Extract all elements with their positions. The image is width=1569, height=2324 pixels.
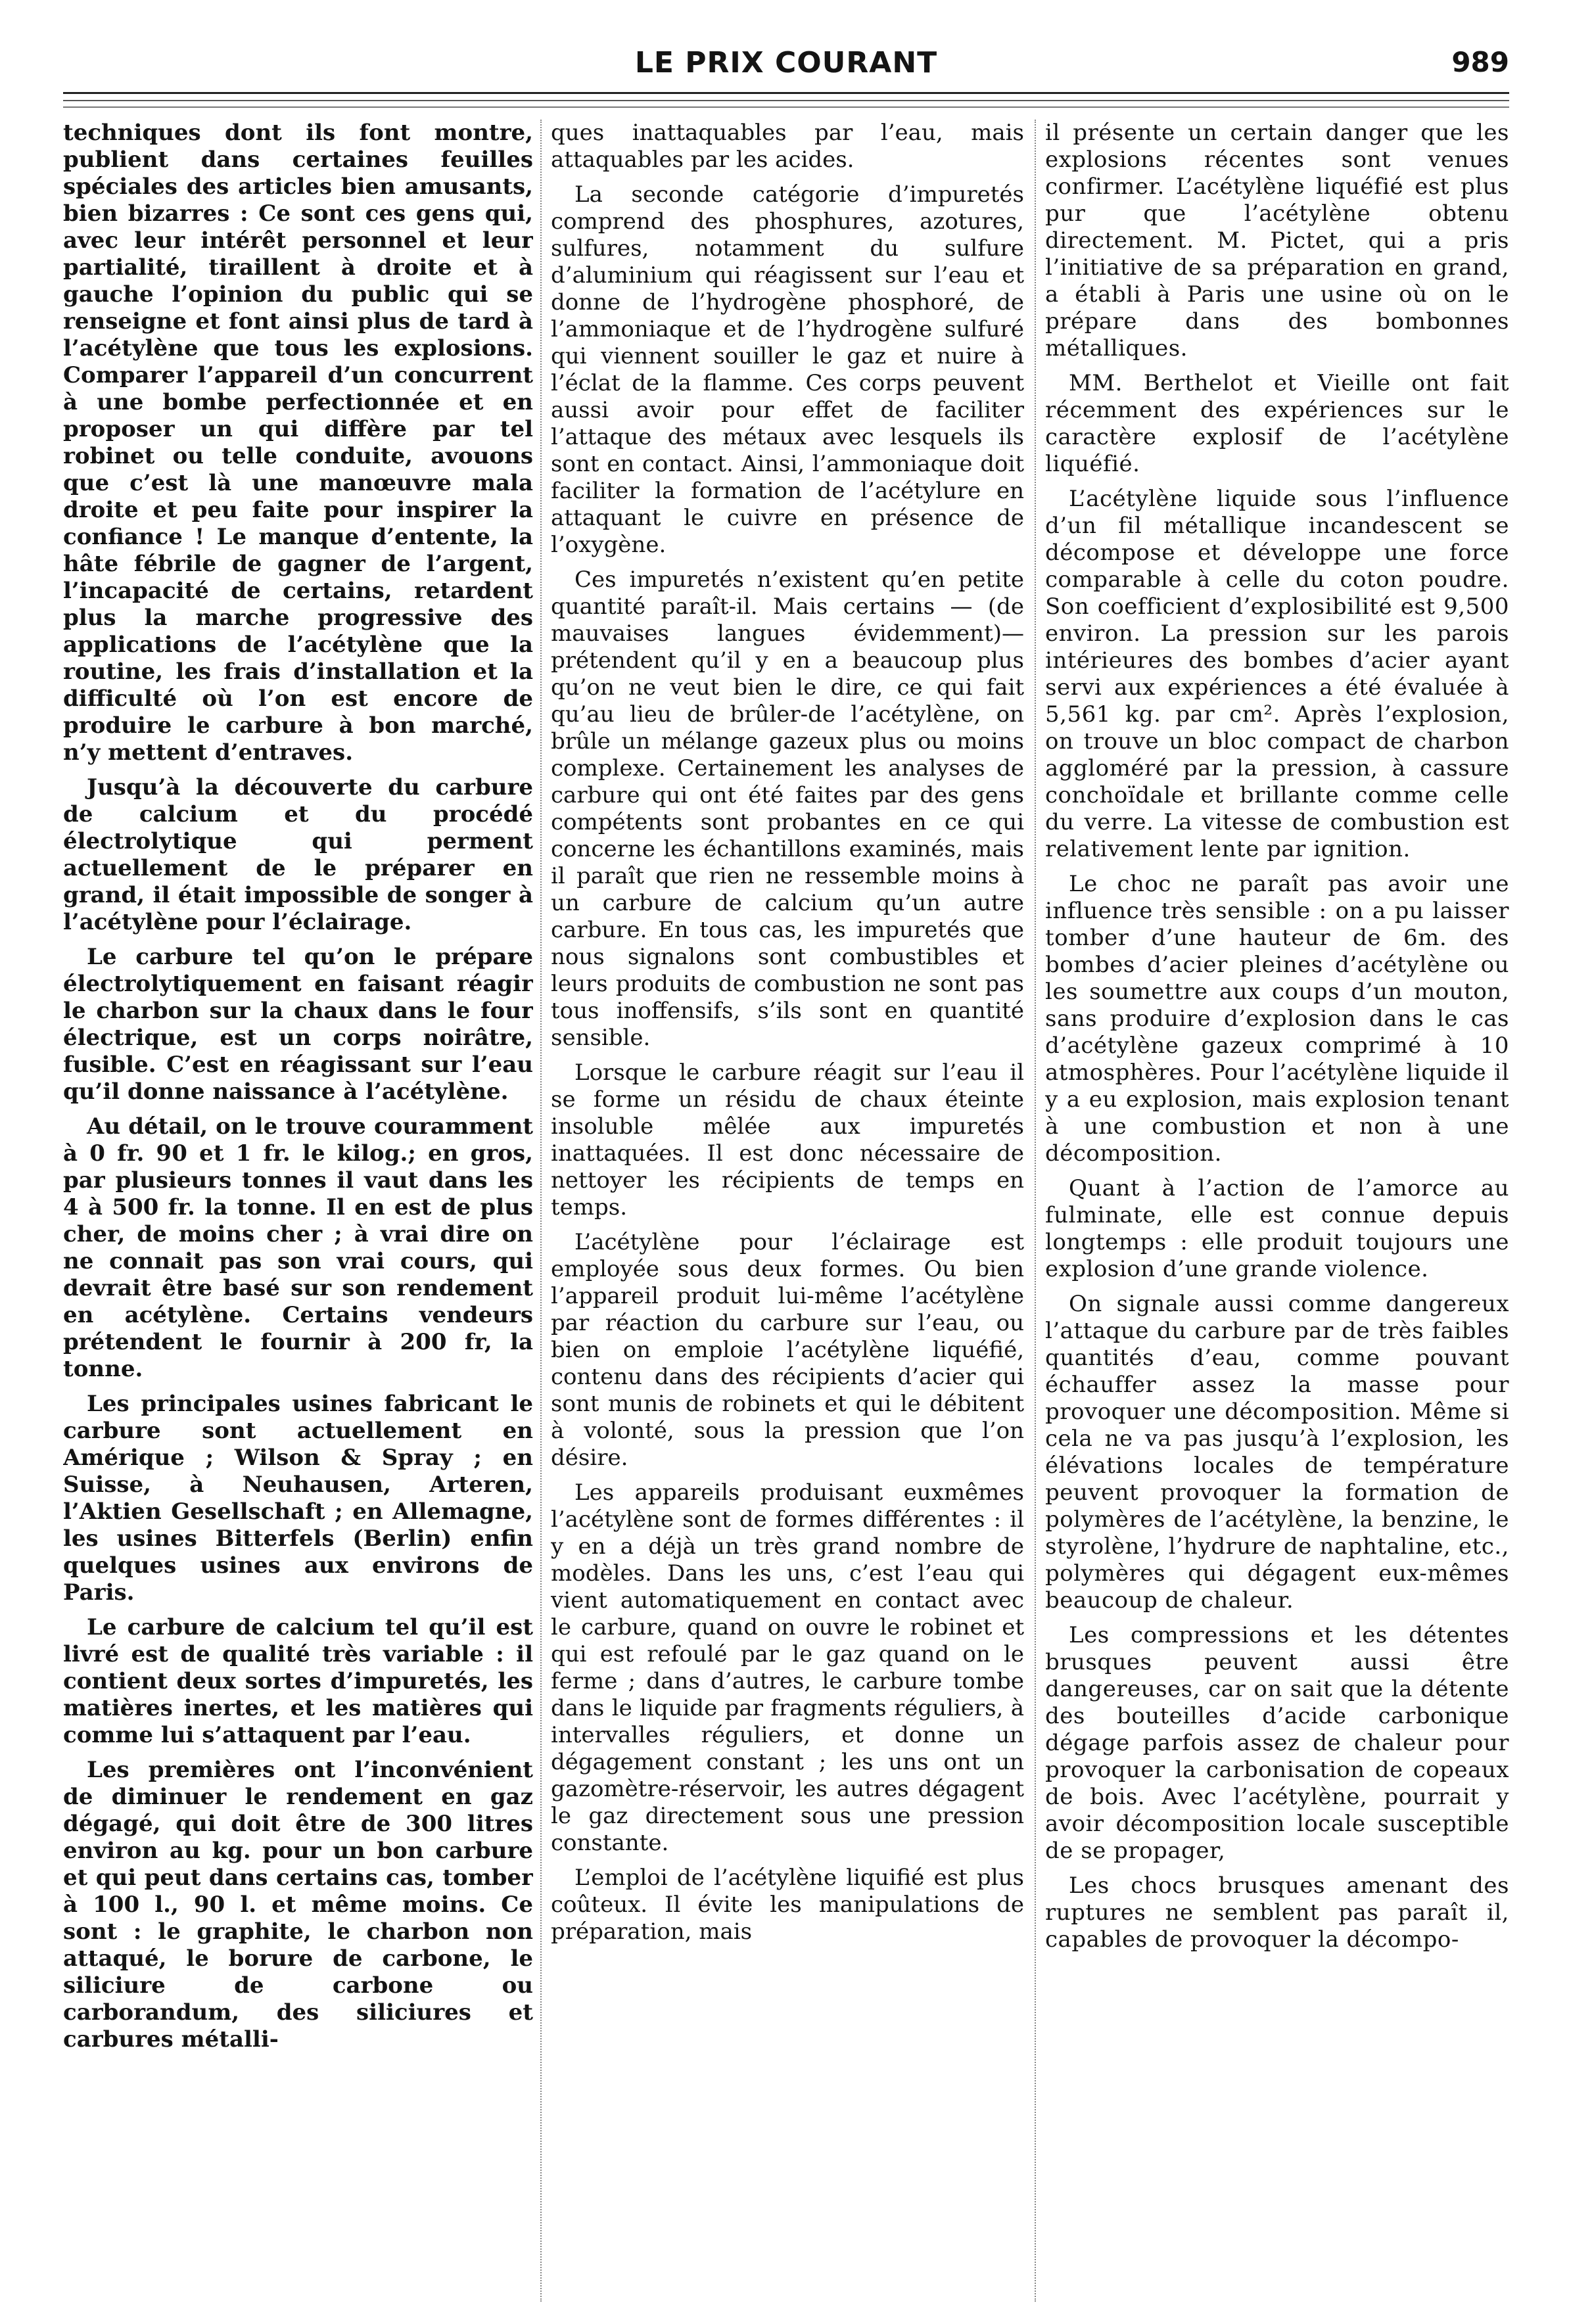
column-separator [1035, 120, 1036, 2302]
paragraph: On signale aussi comme dangereux l’attaque du carbure par de très faibles quantités d’eau, comme pouvant échauffer assez la masse pour provoquer une décomposition. Même si cela ne va pas jusqu’à l’explosion, les élévations locales de température peuvent provoquer la formation de polymères de l’acétylène, la benzine, le styrolène, l’hydrure de naphtaline, etc., polymères qui dégagent eux-mêmes beaucoup de chaleur. [1045, 1291, 1509, 1614]
paragraph: Les compressions et les détentes brusques peuvent aussi être dangereuses, car on sait que la détente des bouteilles d’acide carbonique dégage parfois assez de chaleur pour provoquer la carbonisation de copeaux de bois. Avec l’acétylène, pourrait y avoir décomposition locale susceptible de se propager, [1045, 1622, 1509, 1864]
paragraph: Lorsque le carbure réagit sur l’eau il se forme un résidu de chaux éteinte insoluble mêlée aux impuretés inattaquées. Il est donc nécessaire de nettoyer les récipients de temps en temps. [551, 1059, 1024, 1220]
page-number: 989 [1451, 46, 1509, 78]
paragraph: Le carbure tel qu’on le prépare électrolytiquement en faisant réagir le charbon sur la chaux dans le four électrique, est un corps noirâtre, fusible. C’est en réagissant sur l’eau qu’il donne naissance à l’acétylène. [63, 944, 533, 1105]
page-title: LE PRIX COURANT [634, 46, 938, 80]
paragraph: Au détail, on le trouve couramment à 0 fr. 90 et 1 fr. le kilog.; en gros, par plusieurs tonnes il vaut dans les 4 à 500 fr. la tonne. Il en est de plus cher, de moins cher ; à vrai dire on ne connait pas son vrai cours, qui devrait être basé sur son rendement en acétylène. Certains vendeurs prétendent le fournir à 200 fr, la tonne. [63, 1113, 533, 1382]
paragraph: Les appareils produisant euxmêmes l’acétylène sont de formes différentes : il y en a déjà un très grand nombre de modèles. Dans les uns, c’est l’eau qui vient automatiquement en contact avec le carbure, quand on ouvre le robinet et qui est refoulé par le gaz quand on le ferme ; dans d’autres, le carbure tombe dans le liquide par fragments réguliers, à intervalles réguliers, et donne un dégagement constant ; les uns ont un gazomètre-réservoir, les autres dégagent le gaz directement sous une pression constante. [551, 1479, 1024, 1856]
paragraph: techniques dont ils font montre, publient dans certaines feuilles spéciales des articles bien amusants, bien bizarres : Ce sont ces gens qui, avec leur intérêt personnel et leur partialité, tiraillent à droite et à gauche l’opinion du public qui se renseigne et font ainsi plus de tard à l’acétylène que tous les explosions. Comparer l’appareil d’un concurrent à une bombe perfectionnée et en proposer un qui diffère par tel robinet ou telle conduite, avouons que c’est là une manœuvre mala droite et peu faite pour inspirer la confiance ! Le manque d’entente, la hâte fébrile de gagner de l’argent, l’incapacité de certains, retardent plus la marche progressive des applications de l’acétylène que la routine, les frais d’installation et la difficulté où l’on est encore de produire le carbure à bon marché, n’y mettent d’entraves. [63, 120, 533, 766]
paragraph: L’acétylène pour l’éclairage est employée sous deux formes. Ou bien l’appareil produit lui-même l’acétylène par réaction du carbure sur l’eau, ou bien on emploie l’acétylène liquéfié, contenu dans des récipients d’acier qui sont munis de robinets et qui le débitent à volonté, sous la pression que l’on désire. [551, 1229, 1024, 1471]
header-rule [63, 92, 1509, 94]
paragraph: Le choc ne paraît pas avoir une influence très sensible : on a pu laisser tomber d’une hauteur de 6m. des bombes d’acier pleines d’acétylène ou les soumettre aux coups d’un mouton, sans produire d’explosion dans le cas d’acétylène gazeux comprimé à 10 atmosphères. Pour l’acétylène liquide il y a eu explosion, mais explosion tenant à une combustion et non à une décomposition. [1045, 871, 1509, 1167]
page-header [63, 46, 1509, 92]
text-column-3 [1045, 120, 1509, 2302]
paragraph: MM. Berthelot et Vieille ont fait récemment des expériences sur le caractère explosif de l’acétylène liquéfié. [1045, 370, 1509, 477]
header-rule [63, 100, 1509, 101]
paragraph: Les principales usines fabricant le carbure sont actuellement en Amérique ; Wilson & Spray ; en Suisse, à Neuhausen, Arteren, l’Aktien Gesellschaft ; en Allemagne, les usines Bitterfels (Berlin) enfin quelques usines aux environs de Paris. [63, 1391, 533, 1606]
header-rule [63, 106, 1509, 108]
column-separator [540, 120, 542, 2302]
paragraph: L’emploi de l’acétylène liquifié est plus coûteux. Il évite les manipulations de préparation, mais [551, 1865, 1024, 1945]
text-column-1 [63, 120, 533, 2302]
text-column-2 [551, 120, 1024, 2302]
paragraph: Le carbure de calcium tel qu’il est livré est de qualité très variable : il contient deux sortes d’impuretés, les matières inertes, et les matières qui comme lui s’attaquent par l’eau. [63, 1614, 533, 1748]
paragraph: ques inattaquables par l’eau, mais attaquables par les acides. [551, 120, 1024, 173]
paragraph: L’acétylène liquide sous l’influence d’un fil métallique incandescent se décompose et développe une force comparable à celle du coton poudre. Son coefficient d’explosibilité est 9,500 environ. La pression sur les parois intérieures des bombes d’acier ayant servi aux expériences a été évaluée à 5,561 kg. par cm². Après l’explosion, on trouve un bloc compact de charbon aggloméré par la pression, à cassure conchoïdale et brillante comme celle du verre. La vitesse de combustion est relativement lente par ignition. [1045, 486, 1509, 862]
paragraph: Les premières ont l’inconvénient de diminuer le rendement en gaz dégagé, qui doit être de 300 litres environ au kg. pour un bon carbure et qui peut dans certains cas, tomber à 100 l., 90 l. et même moins. Ce sont : le graphite, le charbon non attaqué, le borure de carbone, le siliciure de carbone ou carborandum, des siliciures et carbures métalli- [63, 1757, 533, 2053]
paragraph: Jusqu’à la découverte du carbure de calcium et du procédé électrolytique qui perment actuellement de le préparer en grand, il était impossible de songer à l’acétylène pour l’éclairage. [63, 774, 533, 935]
paragraph: Quant à l’action de l’amorce au fulminate, elle est connue depuis longtemps : elle produit toujours une explosion d’une grande violence. [1045, 1175, 1509, 1282]
paragraph: Ces impuretés n’existent qu’en petite quantité paraît-il. Mais certains — (de mauvaises langues évidemment)—prétendent qu’il y en a beaucoup plus qu’on ne veut bien le dire, ce qui fait qu’au lieu de brûler-de l’acétylène, on brûle un mélange gazeux plus ou moins complexe. Certainement les analyses de carbure qui ont été faites par des gens compétents sont probantes en ce qui concerne les échantillons examinés, mais il paraît que rien ne ressemble moins à un carbure de calcium qu’un autre carbure. En tous cas, les impuretés que nous signalons sont combustibles et leurs produits de combustion ne sont pas tous inoffensifs, s’ils sont en quantité sensible. [551, 567, 1024, 1051]
paragraph: Les chocs brusques amenant des ruptures ne semblent pas paraît il, capables de provoquer la décompo- [1045, 1872, 1509, 1953]
paragraph: La seconde catégorie d’impuretés comprend des phosphures, azotures, sulfures, notamment du sulfure d’aluminium qui réagissent sur l’eau et donne de l’hydrogène phosphoré, de l’ammoniaque et de l’hydrogène sulfuré qui viennent souiller le gaz et nuire à l’éclat de la flamme. Ces corps peuvent aussi avoir pour effet de faciliter l’attaque des métaux avec lesquels ils sont en contact. Ainsi, l’ammoniaque doit faciliter la formation de l’acétylure en attaquant le cuivre en présence de l’oxygène. [551, 181, 1024, 558]
paragraph: il présente un certain danger que les explosions récentes sont venues confirmer. L’acétylène liquéfié est plus pur que l’acétylène obtenu directement. M. Pictet, qui a pris l’initiative de sa préparation en grand, a établi à Paris une usine où on le prépare dans des bombonnes métalliques. [1045, 120, 1509, 361]
